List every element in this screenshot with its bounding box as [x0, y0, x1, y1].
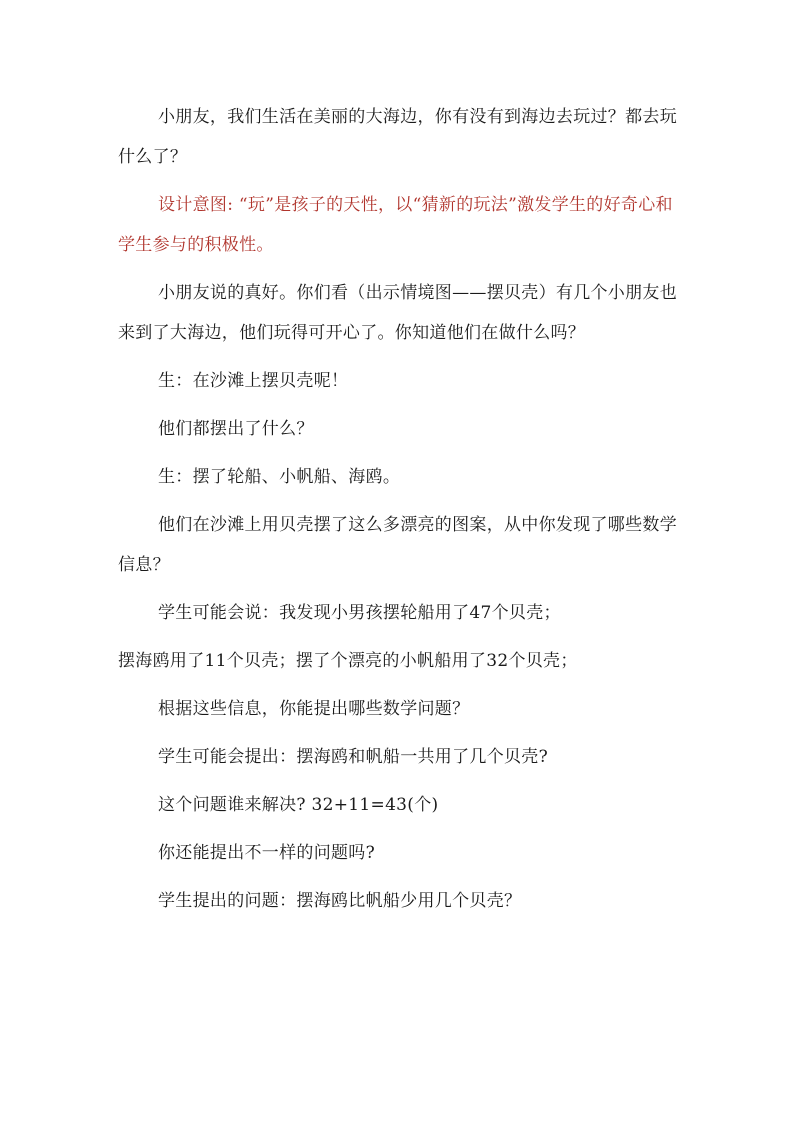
paragraph-scene-description: 小朋友说的真好。你们看（出示情境图——摆贝壳）有几个小朋友也来到了大海边，他们玩得可开心了。你知道他们在做什么吗？ [118, 283, 677, 343]
paragraph-student-info-2: 摆海鸥用了11个贝壳；摆了个漂亮的小帆船用了32个贝壳； [118, 651, 578, 671]
paragraph-teacher-question-3: 根据这些信息，你能提出哪些数学问题？ [158, 699, 470, 719]
paragraph-intro-question: 小朋友，我们生活在美丽的大海边，你有没有到海边去玩过？都去玩什么了？ [118, 107, 677, 167]
paragraph-teacher-question-2: 他们在沙滩上用贝壳摆了这么多漂亮的图案，从中你发现了哪些数学信息？ [118, 515, 677, 575]
paragraph-student-answer-1: 生：在沙滩上摆贝壳呢！ [158, 371, 349, 391]
paragraph-student-question-2: 学生提出的问题：摆海鸥比帆船少用几个贝壳？ [158, 891, 522, 911]
paragraph-student-question-1: 学生可能会提出：摆海鸥和帆船一共用了几个贝壳? [158, 747, 549, 767]
document-body [118, 97, 688, 929]
paragraph-student-info-1: 学生可能会说：我发现小男孩摆轮船用了47个贝壳； [158, 603, 561, 623]
paragraph-solution: 这个问题谁来解决? 32+11=43(个) [158, 795, 439, 815]
paragraph-student-answer-2: 生：摆了轮船、小帆船、海鸥。 [158, 467, 401, 487]
paragraph-teacher-question-4: 你还能提出不一样的问题吗? [158, 843, 376, 863]
paragraph-teacher-question-1: 他们都摆出了什么？ [158, 419, 314, 439]
paragraph-design-intent: 设计意图: “玩”是孩子的天性，以“猜新的玩法”激发学生的好奇心和学生参与的积极性。 [118, 195, 673, 255]
